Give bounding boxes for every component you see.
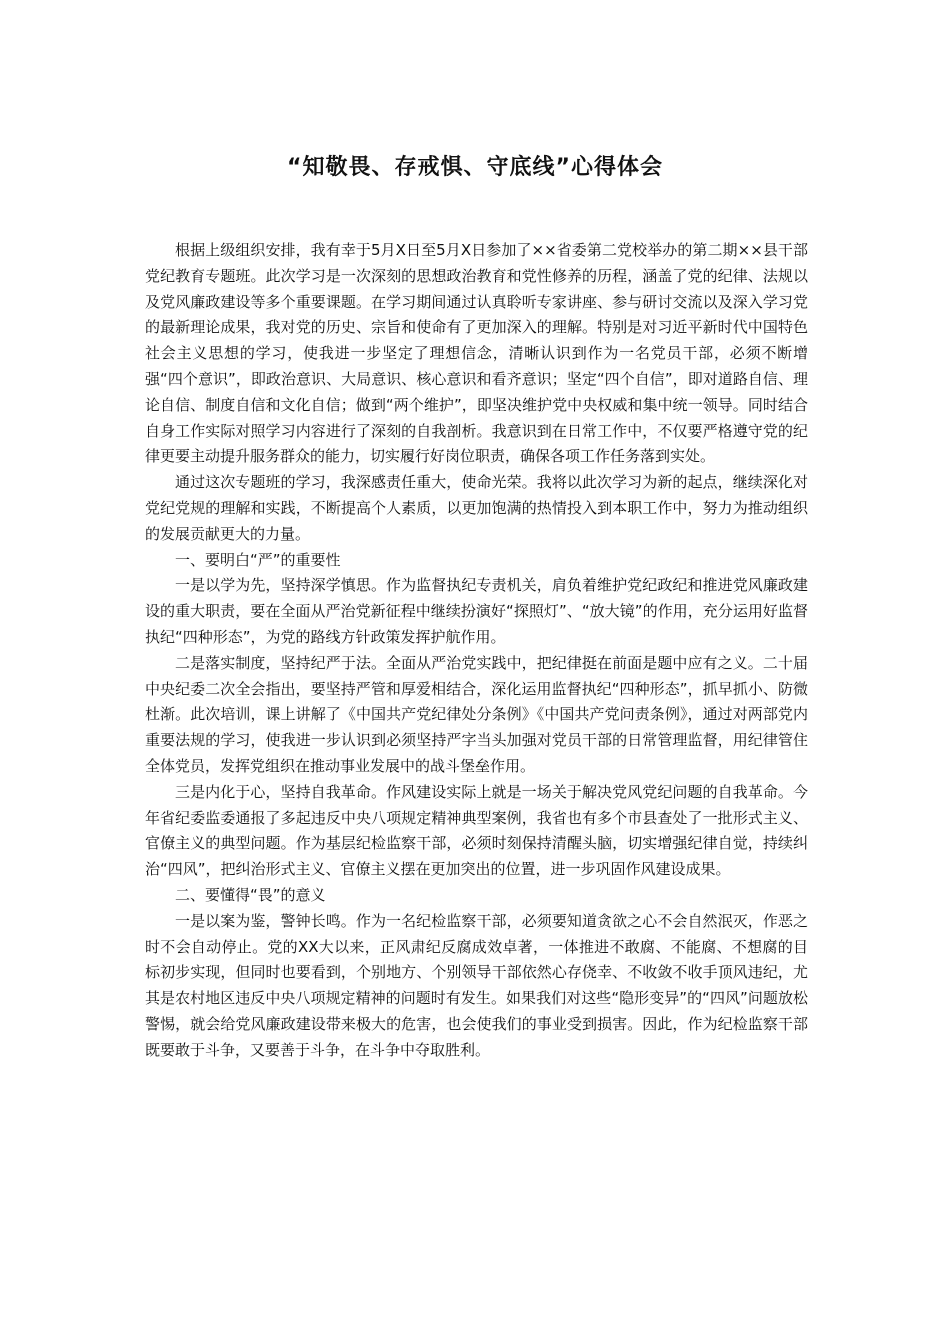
section-heading-2: 二、要懂得“畏”的意义 bbox=[175, 885, 326, 904]
section-1-point-1: 一是以学为先，坚持深学慎思。作为监督执纪专责机关，肩负着维护党纪政纪和推进党风廉政建设的重大职责，要在全面从严治党新征程中继续扮演好“探照灯”、“放大镜”的作用，充分运用好监督执纪“四种形态”，为党的路线方针政策发挥护航作用。 bbox=[145, 576, 808, 646]
section-2-point-1: 一是以案为鉴，警钟长鸣。作为一名纪检监察干部，必须要知道贪欲之心不会自然泯灭，作恶之时不会自动停止。党的XX大以来，正风肃纪反腐成效卓著，一体推进不敢腐、不能腐、不想腐的目标初步实现，但同时也要看到，个别地方、个别领导干部依然心存侥幸、不收敛不收手顶风违纪，尤其是农村地区违反中央八项规定精神的问题时有发生。如果我们对这些“隐形变异”的“四风”问题放松警惕，就会给党风廉政建设带来极大的危害，也会使我们的事业受到损害。因此，作为纪检监察干部既要敢于斗争，又要善于斗争，在斗争中夺取胜利。 bbox=[145, 911, 808, 1059]
section-1-point-3: 三是内化于心，坚持自我革命。作风建设实际上就是一场关于解决党风党纪问题的自我革命。今年省纪委监委通报了多起违反中央八项规定精神典型案例，我省也有多个市县查处了一批形式主义、官僚主义的典型问题。作为基层纪检监察干部，必须时刻保持清醒头脑，切实增强纪律自觉，持续纠治“四风”，把纠治形式主义、官僚主义摆在更加突出的位置，进一步巩固作风建设成果。 bbox=[145, 782, 808, 879]
document-title: “知敬畏、存戒惧、守底线”心得体会 bbox=[287, 155, 663, 180]
section-heading-1: 一、要明白“严”的重要性 bbox=[175, 550, 341, 569]
intro-paragraph: 根据上级组织安排，我有幸于5月X日至5月X日参加了××省委第二党校举办的第二期××县干部党纪教育专题班。此次学习是一次深刻的思想政治教育和党性修养的历程，涵盖了党的纪律、法规以及党风廉政建设等多个重要课题。在学习期间通过认真聆听专家讲座、参与研讨交流以及深入学习党的最新理论成果，我对党的历史、宗旨和使命有了更加深入的理解。特别是对习近平新时代中国特色社会主义思想的学习，使我进一步坚定了理想信念，清晰认识到作为一名党员干部，必须不断增强“四个意识”，即政治意识、大局意识、核心意识和看齐意识；坚定“四个自信”，即对道路自信、理论自信、制度自信和文化自信；做到“两个维护”，即坚决维护党中央权威和集中统一领导。同时结合自身工作实际对照学习内容进行了深刻的自我剖析。我意识到在日常工作中，不仅要严格遵守党的纪律更要主动提升服务群众的能力，切实履行好岗位职责，确保各项工作任务落到实处。 bbox=[145, 241, 808, 466]
commitment-paragraph: 通过这次专题班的学习，我深感责任重大，使命光荣。我将以此次学习为新的起点，继续深化对党纪党规的理解和实践，不断提高个人素质，以更加饱满的热情投入到本职工作中，努力为推动组织的发展贡献更大的力量。 bbox=[145, 473, 808, 543]
document-body bbox=[145, 238, 808, 1064]
section-1-point-2: 二是落实制度，坚持纪严于法。全面从严治党实践中，把纪律挺在前面是题中应有之义。二十届中央纪委二次全会指出，要坚持严管和厚爱相结合，深化运用监督执纪“四种形态”，抓早抓小、防微杜渐。此次培训，课上讲解了《中国共产党纪律处分条例》《中国共产党问责条例》，通过对两部党内重要法规的学习，使我进一步认识到必须坚持严字当头加强对党员干部的日常管理监督，用纪律管住全体党员，发挥党组织在推动事业发展中的战斗堡垒作用。 bbox=[145, 653, 808, 775]
